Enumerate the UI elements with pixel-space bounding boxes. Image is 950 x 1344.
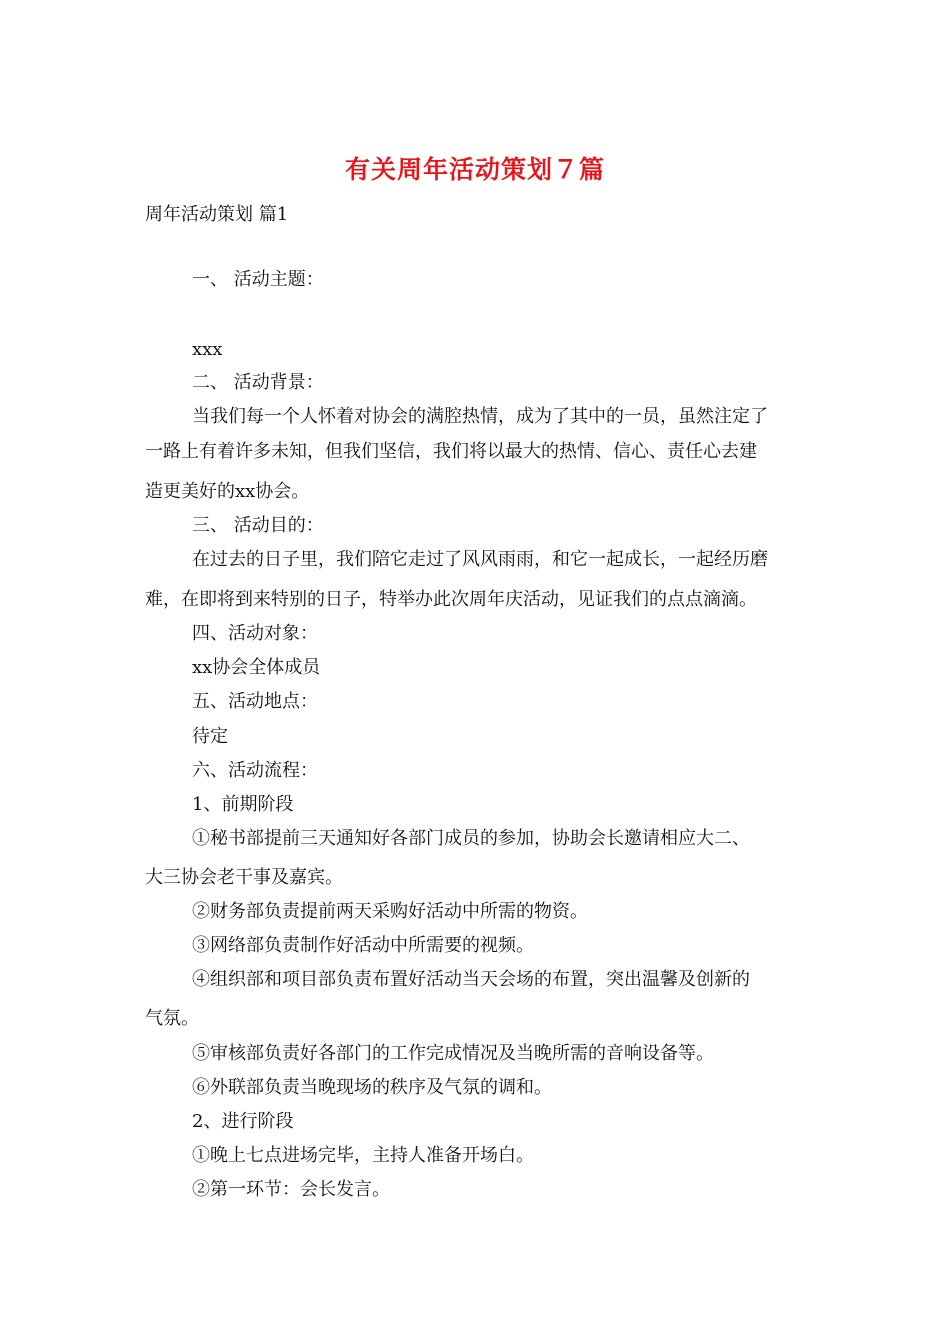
list-item: ②第一环节：会长发言。 — [192, 1179, 390, 1200]
list-item: ①秘书部提前三天通知好各部门成员的参加，协助会长邀请相应大二、 — [192, 828, 750, 849]
section-heading: 四、活动对象： — [192, 623, 318, 644]
list-item: ④组织部和项目部负责布置好活动当天会场的布置，突出温馨及创新的 — [192, 969, 750, 990]
document-subtitle: 周年活动策划 篇1 — [145, 204, 289, 225]
subsection-heading: 1、前期阶段 — [192, 794, 294, 815]
paragraph-line: 一路上有着许多未知，但我们坚信，我们将以最大的热情、信心、责任心去建 — [145, 441, 757, 462]
section-heading: 一、 活动主题： — [192, 269, 324, 290]
section-heading: 三、 活动目的： — [192, 515, 324, 536]
list-item: ②财务部负责提前两天采购好活动中所需的物资。 — [192, 901, 588, 922]
list-item: ⑥外联部负责当晚现场的秩序及气氛的调和。 — [192, 1077, 552, 1098]
section-heading: 二、 活动背景： — [192, 372, 324, 393]
paragraph-line: 当我们每一个人怀着对协会的满腔热情，成为了其中的一员，虽然注定了 — [192, 406, 768, 427]
paragraph-line: 难，在即将到来特别的日子，特举办此次周年庆活动，见证我们的点点滴滴。 — [145, 589, 757, 610]
list-item-continuation: 气氛。 — [145, 1008, 199, 1029]
list-item: ①晚上七点进场完毕，主持人准备开场白。 — [192, 1145, 534, 1166]
paragraph-line: xxx — [192, 339, 223, 360]
paragraph-line: 在过去的日子里，我们陪它走过了风风雨雨，和它一起成长，一起经历磨 — [192, 549, 768, 570]
section-heading: 五、活动地点： — [192, 691, 318, 712]
list-item-continuation: 大三协会老干事及嘉宾。 — [145, 867, 343, 888]
section-heading: 六、活动流程： — [192, 760, 318, 781]
list-item: ③网络部负责制作好活动中所需要的视频。 — [192, 935, 534, 956]
subsection-heading: 2、进行阶段 — [192, 1111, 294, 1132]
paragraph-line: 造更美好的xx协会。 — [145, 481, 310, 502]
document-title: 有关周年活动策划７篇 — [344, 155, 605, 184]
paragraph-line: xx协会全体成员 — [192, 657, 321, 678]
paragraph-line: 待定 — [192, 726, 228, 747]
list-item: ⑤审核部负责好各部门的工作完成情况及当晚所需的音响设备等。 — [192, 1043, 714, 1064]
